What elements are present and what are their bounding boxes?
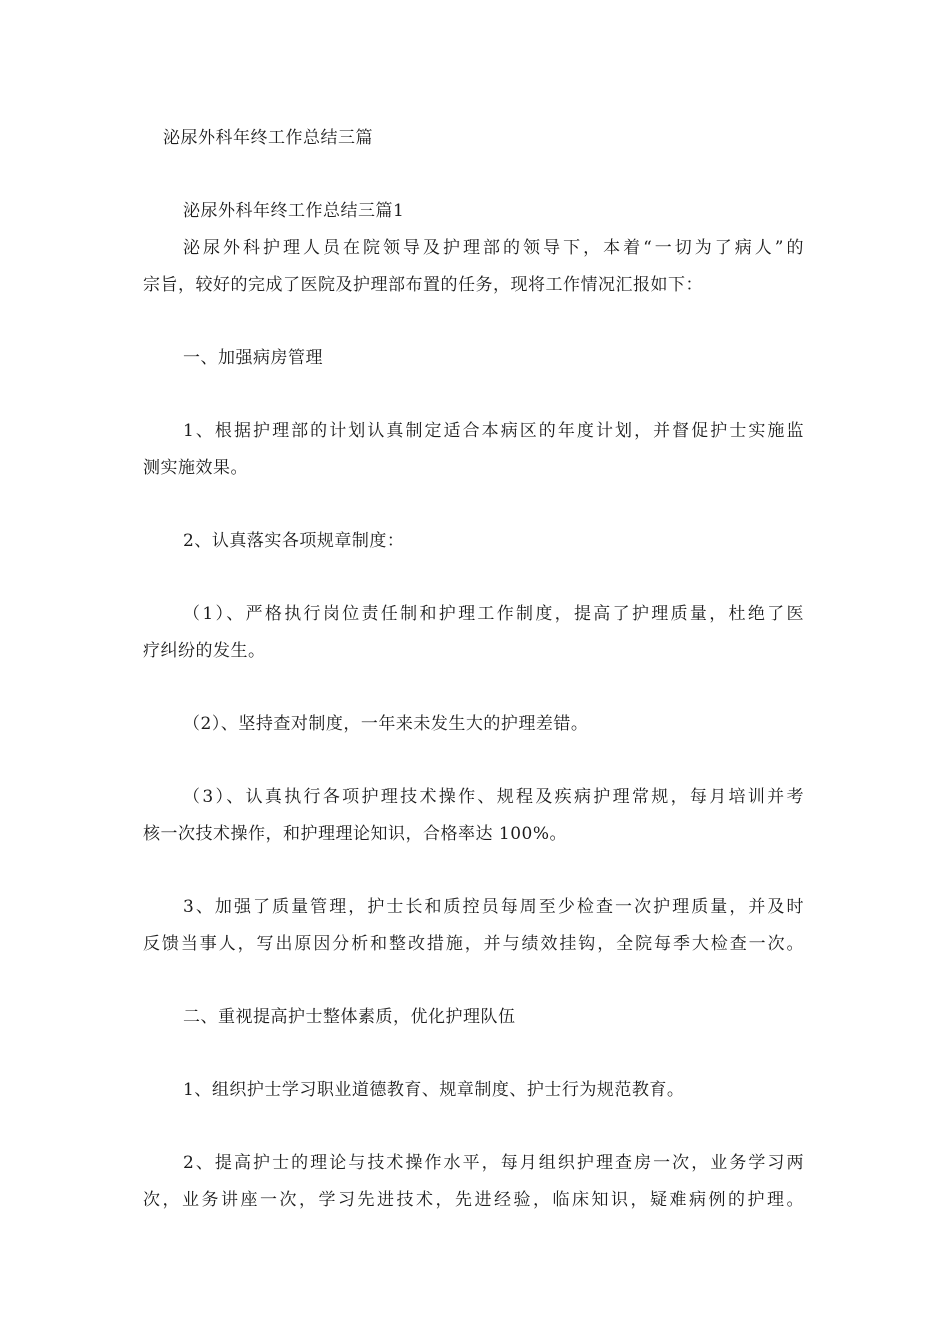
intro-line-1: 泌尿外科护理人员在院领导及护理部的领导下，本着“一切为了病人”的 — [183, 238, 804, 258]
intro-line-2: 宗旨，较好的完成了医院及护理部布置的任务，现将工作情况汇报如下： — [143, 275, 703, 295]
section1-sub2: （2）、坚持查对制度，一年来未发生大的护理差错。 — [183, 714, 589, 734]
document-title: 泌尿外科年终工作总结三篇 — [163, 128, 373, 148]
section1-sub3-line-2: 核一次技术操作，和护理理论知识，合格率达 100%。 — [143, 824, 568, 844]
section1-item1-line-2: 测实施效果。 — [143, 458, 248, 478]
section1-sub1-line-2: 疗纠纷的发生。 — [143, 641, 266, 661]
section1-heading: 一、加强病房管理 — [183, 348, 323, 368]
section1-sub3-line-1: （3）、认真执行各项护理技术操作、规程及疾病护理常规，每月培训并考 — [183, 787, 804, 807]
section2-item1: 1、组织护士学习职业道德教育、规章制度、护士行为规范教育。 — [183, 1080, 685, 1100]
section1-item1-line-1: 1、根据护理部的计划认真制定适合本病区的年度计划，并督促护士实施监 — [183, 421, 804, 441]
section1-item3-line-1: 3、加强了质量管理，护士长和质控员每周至少检查一次护理质量，并及时 — [183, 897, 804, 917]
document-subtitle: 泌尿外科年终工作总结三篇1 — [183, 201, 405, 221]
section1-item2: 2、认真落实各项规章制度： — [183, 531, 405, 551]
section2-item2-line-2: 次，业务讲座一次，学习先进技术，先进经验，临床知识，疑难病例的护理。 — [143, 1190, 804, 1210]
section1-item3-line-2: 反馈当事人，写出原因分析和整改措施，并与绩效挂钩，全院每季大检查一次。 — [143, 934, 804, 954]
section2-heading: 二、重视提高护士整体素质，优化护理队伍 — [183, 1007, 516, 1027]
section2-item2-line-1: 2、提高护士的理论与技术操作水平，每月组织护理查房一次，业务学习两 — [183, 1153, 804, 1173]
section1-sub1-line-1: （1）、严格执行岗位责任制和护理工作制度，提高了护理质量，杜绝了医 — [183, 604, 804, 624]
